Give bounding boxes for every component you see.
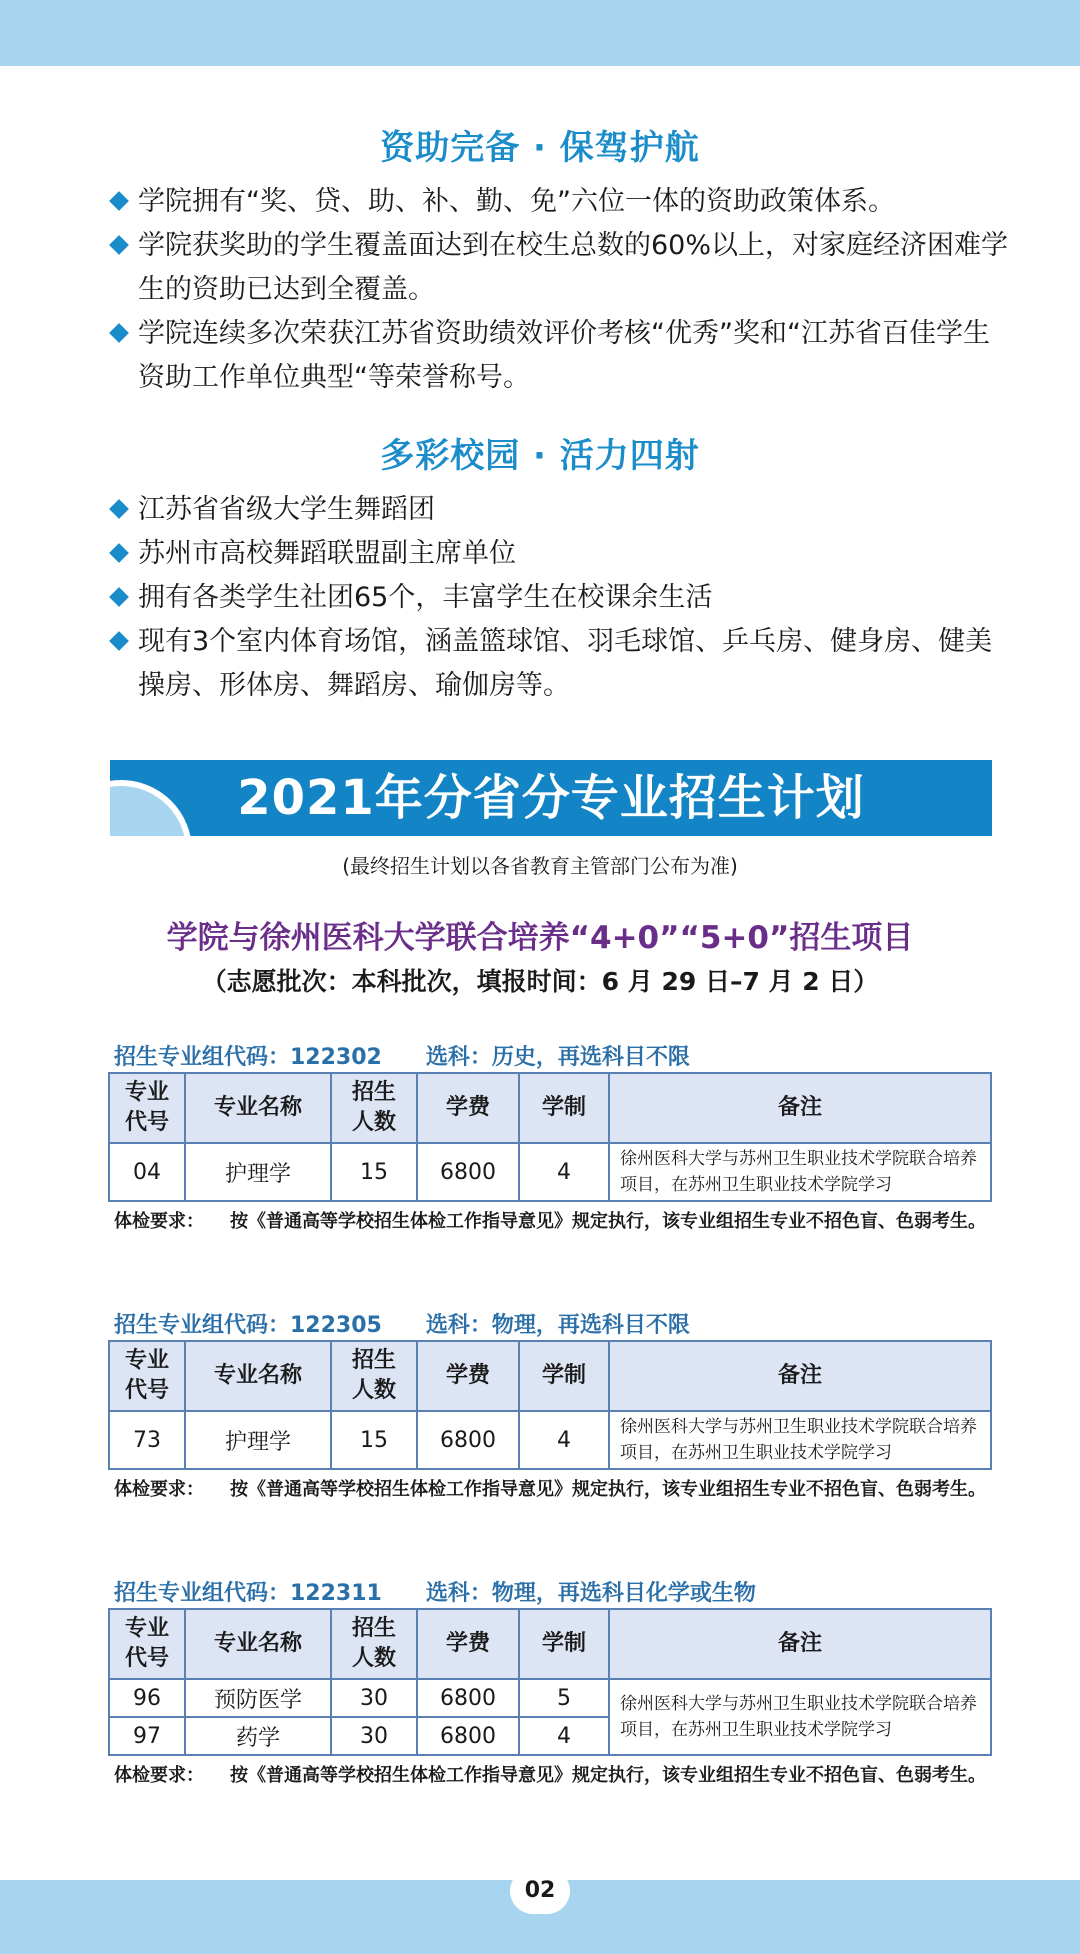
exam-requirement: 体检要求： 按《普通高等学校招生体检工作指导意见》规定执行，该专业组招生专业不招色盲、色弱考生。 (114, 1211, 986, 1232)
header-name: 专业名称 (185, 1073, 331, 1143)
header-code: 专业 代号 (109, 1073, 185, 1143)
header-fee: 学费 (417, 1073, 519, 1143)
campus-list (112, 488, 1012, 708)
group-code: 招生专业组代码：122305 (114, 1313, 382, 1338)
list-item: 现有3个室内体育场馆，涵盖篮球馆、羽毛球馆、乒乓房、健身房、健美操房、形体房、舞蹈房、瑜伽房等。 (112, 620, 1012, 708)
project-subtitle: （志愿批次：本科批次，填报时间：6 月 29 日–7 月 2 日） (201, 967, 879, 996)
header-remark: 备注 (609, 1609, 991, 1679)
group-subject: 选科：物理，再选科目化学或生物 (425, 1581, 756, 1606)
section-title-funding: 资助完备 · 保驾护航 (380, 128, 700, 168)
list-item: 学院获奖助的学生覆盖面达到在校生总数的60%以上，对家庭经济困难学生的资助已达到全覆盖。 (112, 224, 1012, 312)
header-code: 专业 代号 (109, 1341, 185, 1411)
diamond-bullet-icon (109, 631, 129, 651)
header-years: 学制 (519, 1341, 609, 1411)
diamond-bullet-icon (109, 543, 129, 563)
remark-cell: 徐州医科大学与苏州卫生职业技术学院联合培养项目，在苏州卫生职业技术学院学习 (609, 1411, 991, 1469)
table-row: 04 护理学 15 6800 4 徐州医科大学与苏州卫生职业技术学院联合培养项目，在苏州卫生职业技术学院学习 (109, 1143, 991, 1201)
page-number: 02 (510, 1868, 570, 1914)
header-code: 专业 代号 (109, 1609, 185, 1679)
remark-cell: 徐州医科大学与苏州卫生职业技术学院联合培养项目，在苏州卫生职业技术学院学习 (609, 1143, 991, 1201)
list-item: 苏州市高校舞蹈联盟副主席单位 (112, 532, 1012, 576)
exam-requirement: 体检要求： 按《普通高等学校招生体检工作指导意见》规定执行，该专业组招生专业不招色盲、色弱考生。 (114, 1479, 986, 1500)
banner-title: 2021年分省分专业招生计划 (237, 770, 865, 826)
plan-table (108, 1340, 992, 1470)
header-count: 招生 人数 (331, 1609, 417, 1679)
remark-cell: 徐州医科大学与苏州卫生职业技术学院联合培养项目，在苏州卫生职业技术学院学习 (609, 1679, 991, 1755)
diamond-bullet-icon (109, 587, 129, 607)
diamond-bullet-icon (109, 499, 129, 519)
plan-banner (110, 760, 992, 836)
header-years: 学制 (519, 1609, 609, 1679)
header-name: 专业名称 (185, 1341, 331, 1411)
group-code: 招生专业组代码：122311 (114, 1581, 382, 1606)
table-row: 96 预防医学 30 6800 5 徐州医科大学与苏州卫生职业技术学院联合培养项目，在苏州卫生职业技术学院学习 (109, 1679, 991, 1717)
project-title: 学院与徐州医科大学联合培养“4+0”“5+0”招生项目 (166, 920, 914, 956)
group-header (114, 1040, 1014, 1071)
top-band (0, 0, 1080, 66)
header-years: 学制 (519, 1073, 609, 1143)
header-name: 专业名称 (185, 1609, 331, 1679)
plan-table (108, 1608, 992, 1756)
funding-list (112, 180, 1012, 400)
plan-note: (最终招生计划以各省教育主管部门公布为准) (342, 854, 738, 878)
group-subject: 选科：历史，再选科目不限 (425, 1045, 690, 1070)
table-row: 73 护理学 15 6800 4 徐州医科大学与苏州卫生职业技术学院联合培养项目，在苏州卫生职业技术学院学习 (109, 1411, 991, 1469)
list-item: 学院拥有“奖、贷、助、补、勤、免”六位一体的资助政策体系。 (112, 180, 1012, 224)
section-title-campus: 多彩校园 · 活力四射 (380, 436, 700, 476)
group-code: 招生专业组代码：122302 (114, 1045, 382, 1070)
list-item: 江苏省省级大学生舞蹈团 (112, 488, 1012, 532)
diamond-bullet-icon (109, 235, 129, 255)
header-fee: 学费 (417, 1609, 519, 1679)
group-subject: 选科：物理，再选科目不限 (425, 1313, 690, 1338)
header-count: 招生 人数 (331, 1073, 417, 1143)
group-header (114, 1576, 1014, 1607)
list-item: 拥有各类学生社团65个，丰富学生在校课余生活 (112, 576, 1012, 620)
group-header (114, 1308, 1014, 1339)
diamond-bullet-icon (109, 323, 129, 343)
header-count: 招生 人数 (331, 1341, 417, 1411)
header-remark: 备注 (609, 1341, 991, 1411)
exam-requirement: 体检要求： 按《普通高等学校招生体检工作指导意见》规定执行，该专业组招生专业不招色盲、色弱考生。 (114, 1765, 986, 1786)
list-item: 学院连续多次荣获江苏省资助绩效评价考核“优秀”奖和“江苏省百佳学生资助工作单位典型“等荣誉称号。 (112, 312, 1012, 400)
plan-table (108, 1072, 992, 1202)
table-row: 97 药学 30 6800 4 (109, 1717, 991, 1755)
header-remark: 备注 (609, 1073, 991, 1143)
header-fee: 学费 (417, 1341, 519, 1411)
diamond-bullet-icon (109, 191, 129, 211)
